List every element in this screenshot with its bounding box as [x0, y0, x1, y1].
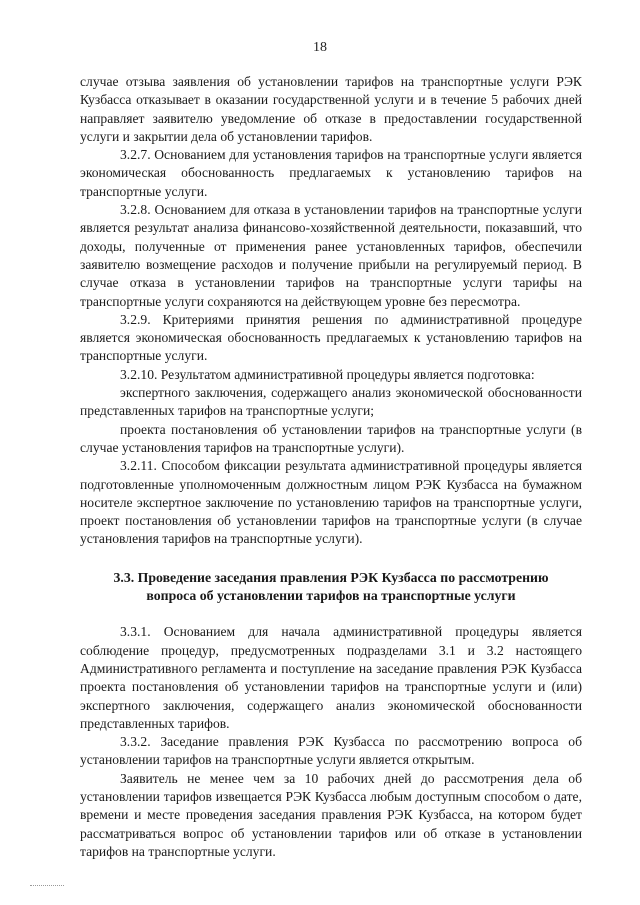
- paragraph-3-2-10: 3.2.10. Результатом административной процедуры является подготовка:: [120, 366, 535, 382]
- list-item-expert-conclusion: экспертного заключения, содержащего анализ экономической обоснованности представленных тарифов на транспортные услуги;: [80, 385, 582, 419]
- paragraph-3-2-9: 3.2.9. Критериями принятия решения по административной процедуре является экономическая обоснованность предлагаемых к установлению тарифов на транспортные услуги.: [80, 311, 582, 364]
- paragraph-3-2-11: 3.2.11. Способом фиксации результата административной процедуры является подготовленные уполномоченным должностным лицом РЭК Кузбасса на бумажном носителе экспертное заключение по установлению тарифов на транспортные услуги, проект постановления об установлении тарифов на транспортные услуги (в случае установления тарифов на транспортные услуги).: [80, 458, 582, 547]
- paragraph-continuation: случае отзыва заявления об установлении тарифов на транспортные услуги РЭК Кузбасса отказывает в оказании государственной услуги и в течение 5 рабочих дней направляет заявителю уведомление об отказе в предоставлении государственной услуги и закрытии дела об установлении тарифов.: [80, 74, 582, 144]
- page-number: 18: [313, 40, 327, 55]
- paragraph-3-2-7: 3.2.7. Основанием для установления тарифов на транспортные услуги является экономическая обоснованность предлагаемых к установлению тарифов на транспортные услуги.: [80, 147, 582, 199]
- footer-rule: [30, 885, 64, 886]
- paragraph-3-3-1: 3.3.1. Основанием для начала административной процедуры является соблюдение процедур, предусмотренных подразделами 3.1 и 3.2 настоящего Административного регламента и поступление на заседание правления РЭК Кузбасса проекта постановления об установлении тарифов на транспортные услуги и (или) экспертного заключения, содержащего анализ экономической обоснованности представленных тарифов.: [80, 624, 582, 731]
- document-body: [80, 73, 582, 861]
- section-heading-3-3: 3.3. Проведение заседания правления РЭК Кузбасса по рассмотрению вопроса об установлении тарифов на транспортные услуги: [113, 569, 549, 604]
- paragraph-3-3-2: 3.3.2. Заседание правления РЭК Кузбасса по рассмотрению вопроса об установлении тарифов на транспортные услуги является открытым.: [80, 734, 582, 768]
- paragraph-applicant-notice: Заявитель не менее чем за 10 рабочих дней до рассмотрения дела об установлении тарифов извещается РЭК Кузбасса любым доступным способом о дате, времени и месте проведения заседания правления РЭК Кузбасса, на котором будет рассматриваться вопрос об установлении тарифов или об отказе в установлении тарифов на транспортные услуги.: [80, 770, 582, 859]
- paragraph-3-2-8: 3.2.8. Основанием для отказа в установлении тарифов на транспортные услуги является результат анализа финансово-хозяйственной деятельности, показавший, что доходы, полученные от применения ранее установленных тарифов, обеспечили заявителю возмещение расходов и получение прибыли на регулируемый период. В случае отказа в установлении тарифов на транспортные услуги тарифы на транспортные услуги сохраняются на действующем уровне без пересмотра.: [80, 202, 582, 309]
- list-item-draft-resolution: проекта постановления об установлении тарифов на транспортные услуги (в случае установления тарифов на транспортные услуги).: [80, 421, 582, 455]
